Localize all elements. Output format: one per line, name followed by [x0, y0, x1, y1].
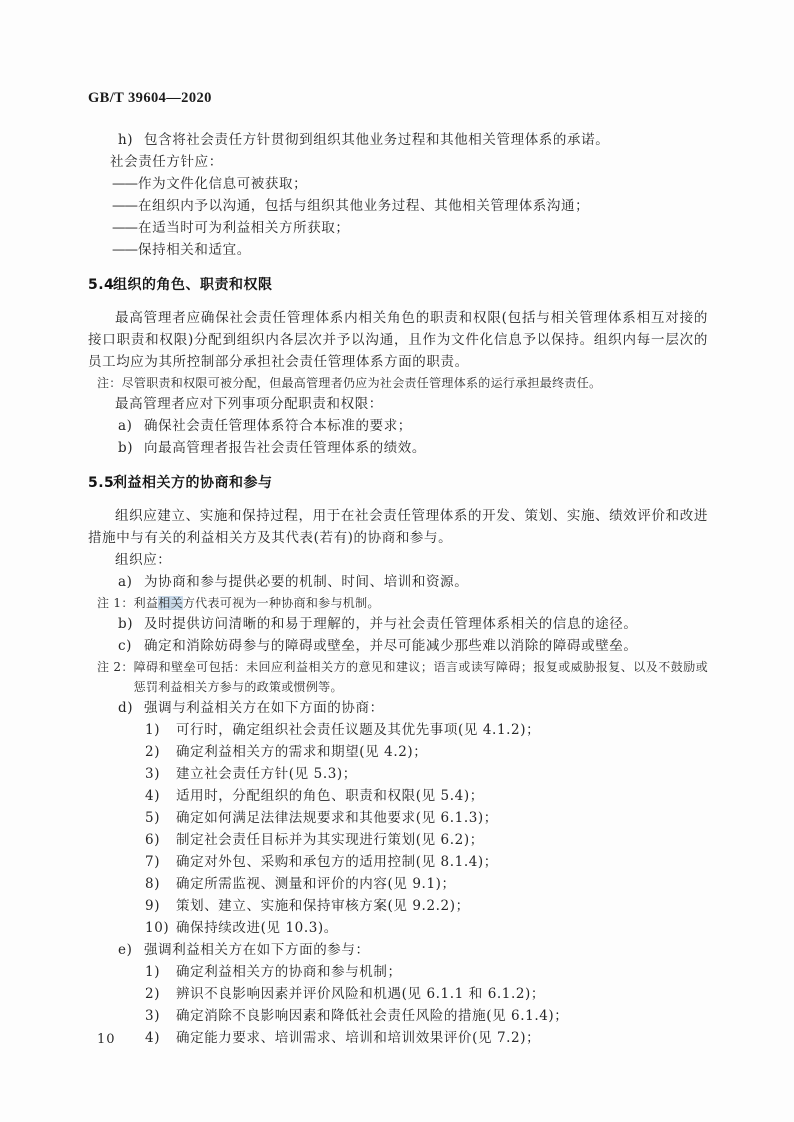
- dash-item-text: 作为文件化信息可被获取；: [138, 176, 308, 192]
- search-highlight: 相关: [158, 596, 183, 610]
- policy-lead: 社会责任方针应：: [110, 154, 223, 170]
- sub-item-number: 6): [145, 832, 161, 848]
- list-item-text: 及时提供访问清晰的和易于理解的，并与社会责任管理体系相关的信息的途径。: [144, 616, 638, 632]
- list-item-label: b): [118, 440, 134, 456]
- dash-item: [112, 173, 708, 195]
- list-item-a: [118, 415, 708, 437]
- sub-list-item: [145, 851, 708, 873]
- section-paragraph: 最高管理者应确保社会责任管理体系内相关角色的职责和权限(包括与相关管理体系相互对接的接口职责和权限)分配到组织内各层次并予以沟通，且作为文件化信息予以保持。组织内每一层次的员工均应为其所控制部分承担社会责任管理体系方面的职责。: [88, 310, 708, 370]
- sub-item-text: 策划、建立、实施和保持审核方案(见 9.2.2)；: [176, 898, 470, 914]
- list-item-text: 确定和消除妨碍参与的障碍或壁垒，并尽可能减少那些难以消除的障碍或壁垒。: [144, 638, 638, 654]
- sub-item-number: 4): [145, 788, 161, 804]
- note-text-post: 方代表可视为一种协商和参与机制。: [182, 596, 380, 610]
- list-item-label: b): [118, 616, 134, 632]
- section-title: 利益相关方的协商和参与: [113, 475, 273, 491]
- page-number: 10: [97, 1032, 116, 1047]
- note-label: 注 1：: [97, 596, 134, 610]
- sub-item-text: 确定利益相关方的协商和参与机制；: [176, 964, 402, 980]
- section-number: 5.4: [88, 277, 115, 293]
- dash-item-text: 在组织内予以沟通，包括与组织其他业务过程、其他相关管理体系沟通；: [138, 198, 590, 214]
- sub-list-item: [145, 961, 708, 983]
- list-item-c: [118, 635, 708, 657]
- sub-item-text: 建立社会责任方针(见 5.3)；: [176, 766, 357, 782]
- em-dash: ——: [112, 220, 137, 236]
- list-item-h: [118, 129, 708, 151]
- sub-item-text: 确定利益相关方的需求和期望(见 4.2)；: [176, 744, 428, 760]
- list-item-label: e): [118, 942, 133, 958]
- section-title: 组织的角色、职责和权限: [113, 277, 273, 293]
- note-1: [97, 593, 708, 613]
- sub-list-item: [145, 1027, 708, 1049]
- dash-item: [112, 217, 708, 239]
- note-text-pre: 利益: [133, 596, 159, 610]
- sub-item-text: 制定社会责任目标并为其实现进行策划(见 6.2)；: [176, 832, 484, 848]
- sub-list-item: [145, 719, 708, 741]
- sub-item-number: 2): [145, 986, 161, 1002]
- sub-item-number: 3): [145, 1008, 161, 1024]
- em-dash: ——: [112, 198, 137, 214]
- list-item-label: h): [118, 132, 134, 148]
- dash-item-text: 在适当时可为利益相关方所获取；: [138, 220, 350, 236]
- list-item-label: c): [118, 638, 133, 654]
- list-item-label: a): [118, 418, 133, 434]
- list-item-d: [118, 697, 708, 719]
- list-item-b: [118, 613, 708, 635]
- sub-item-number: 1): [145, 722, 161, 738]
- list-item-text: 向最高管理者报告社会责任管理体系的绩效。: [144, 440, 426, 456]
- note-2: [97, 657, 708, 697]
- list-item-label: d): [118, 700, 134, 716]
- sub-list-item: [145, 1005, 708, 1027]
- dash-item: [112, 239, 708, 261]
- sub-item-number: 2): [145, 744, 161, 760]
- dash-item: [112, 195, 708, 217]
- assignment-lead: 最高管理者应对下列事项分配职责和权限：: [115, 396, 383, 412]
- section-5-5-heading: [88, 472, 708, 494]
- standard-number: GB/T 39604—2020: [88, 90, 212, 106]
- sub-list-item: [145, 741, 708, 763]
- section-5-4-heading: [88, 274, 708, 296]
- sub-list-item: [145, 895, 708, 917]
- sub-list-item: [145, 829, 708, 851]
- list-item-e: [118, 939, 708, 961]
- list-item-b: [118, 437, 708, 459]
- list-item-a: [118, 571, 708, 593]
- list-item-text: 强调与利益相关方在如下方面的协商：: [144, 700, 384, 716]
- list-item-text: 确保社会责任管理体系符合本标准的要求；: [144, 418, 412, 434]
- sub-item-number: 1): [145, 964, 161, 980]
- sub-item-text: 辨识不良影响因素并评价风险和机遇(见 6.1.1 和 6.1.2)；: [176, 986, 546, 1002]
- sub-item-text: 确定消除不良影响因素和降低社会责任风险的措施(见 6.1.4)；: [176, 1008, 569, 1024]
- sub-list-item: [145, 917, 708, 939]
- page-content: [88, 90, 708, 1049]
- list-item-text: 包含将社会责任方针贯彻到组织其他业务过程和其他相关管理体系的承诺。: [144, 132, 610, 148]
- sub-list-item: [145, 873, 708, 895]
- sub-item-text: 可行时，确定组织社会责任议题及其优先事项(见 4.1.2)；: [176, 722, 541, 738]
- em-dash: ——: [112, 176, 137, 192]
- dash-item-text: 保持相关和适宜。: [138, 242, 251, 258]
- sub-item-number: 8): [145, 876, 161, 892]
- sub-item-number: 7): [145, 854, 161, 870]
- sub-item-text: 适用时，分配组织的角色、职责和权限(见 5.4)；: [176, 788, 484, 804]
- list-item-label: a): [118, 574, 133, 590]
- sub-list-item: [145, 983, 708, 1005]
- list-item-text: 强调利益相关方在如下方面的参与：: [144, 942, 370, 958]
- em-dash: ——: [112, 242, 137, 258]
- note-text: 障碍和壁垒可包括：未回应利益相关方的意见和建议；语言或读写障碍；报复或威胁报复、以及不鼓励或惩罚利益相关方参与的政策或惯例等。: [133, 660, 708, 694]
- list-item-text: 为协商和参与提供必要的机制、时间、培训和资源。: [144, 574, 469, 590]
- sub-list-item: [145, 807, 708, 829]
- sub-item-text: 确定能力要求、培训需求、培训和培训效果评价(见 7.2)；: [176, 1030, 541, 1046]
- section-number: 5.5: [88, 475, 115, 491]
- note-text: [134, 593, 708, 613]
- sub-list-item: [145, 763, 708, 785]
- sub-item-number: 9): [145, 898, 161, 914]
- section-paragraph: 组织应建立、实施和保持过程，用于在社会责任管理体系的开发、策划、实施、绩效评价和改进措施中与有关的利益相关方及其代表(若有)的协商和参与。: [88, 508, 708, 546]
- note-label: 注 2：: [97, 660, 134, 674]
- sub-list-item: [145, 785, 708, 807]
- sub-item-text: 确定如何满足法律法规要求和其他要求(见 6.1.3)；: [176, 810, 498, 826]
- sub-item-text: 确定对外包、采购和承包方的适用控制(见 8.1.4)；: [176, 854, 498, 870]
- sub-item-number: 4): [145, 1030, 161, 1046]
- note-text: 尽管职责和权限可被分配，但最高管理者仍应为社会责任管理体系的运行承担最终责任。: [121, 376, 602, 390]
- note: [97, 373, 708, 393]
- org-shall-lead: 组织应：: [115, 552, 172, 568]
- note-label: 注：: [97, 376, 122, 390]
- sub-item-text: 确定所需监视、测量和评价的内容(见 9.1)；: [176, 876, 456, 892]
- sub-item-number: 10): [145, 920, 170, 936]
- sub-item-number: 3): [145, 766, 161, 782]
- sub-item-text: 确保持续改进(见 10.3)。: [176, 920, 338, 936]
- sub-item-number: 5): [145, 810, 161, 826]
